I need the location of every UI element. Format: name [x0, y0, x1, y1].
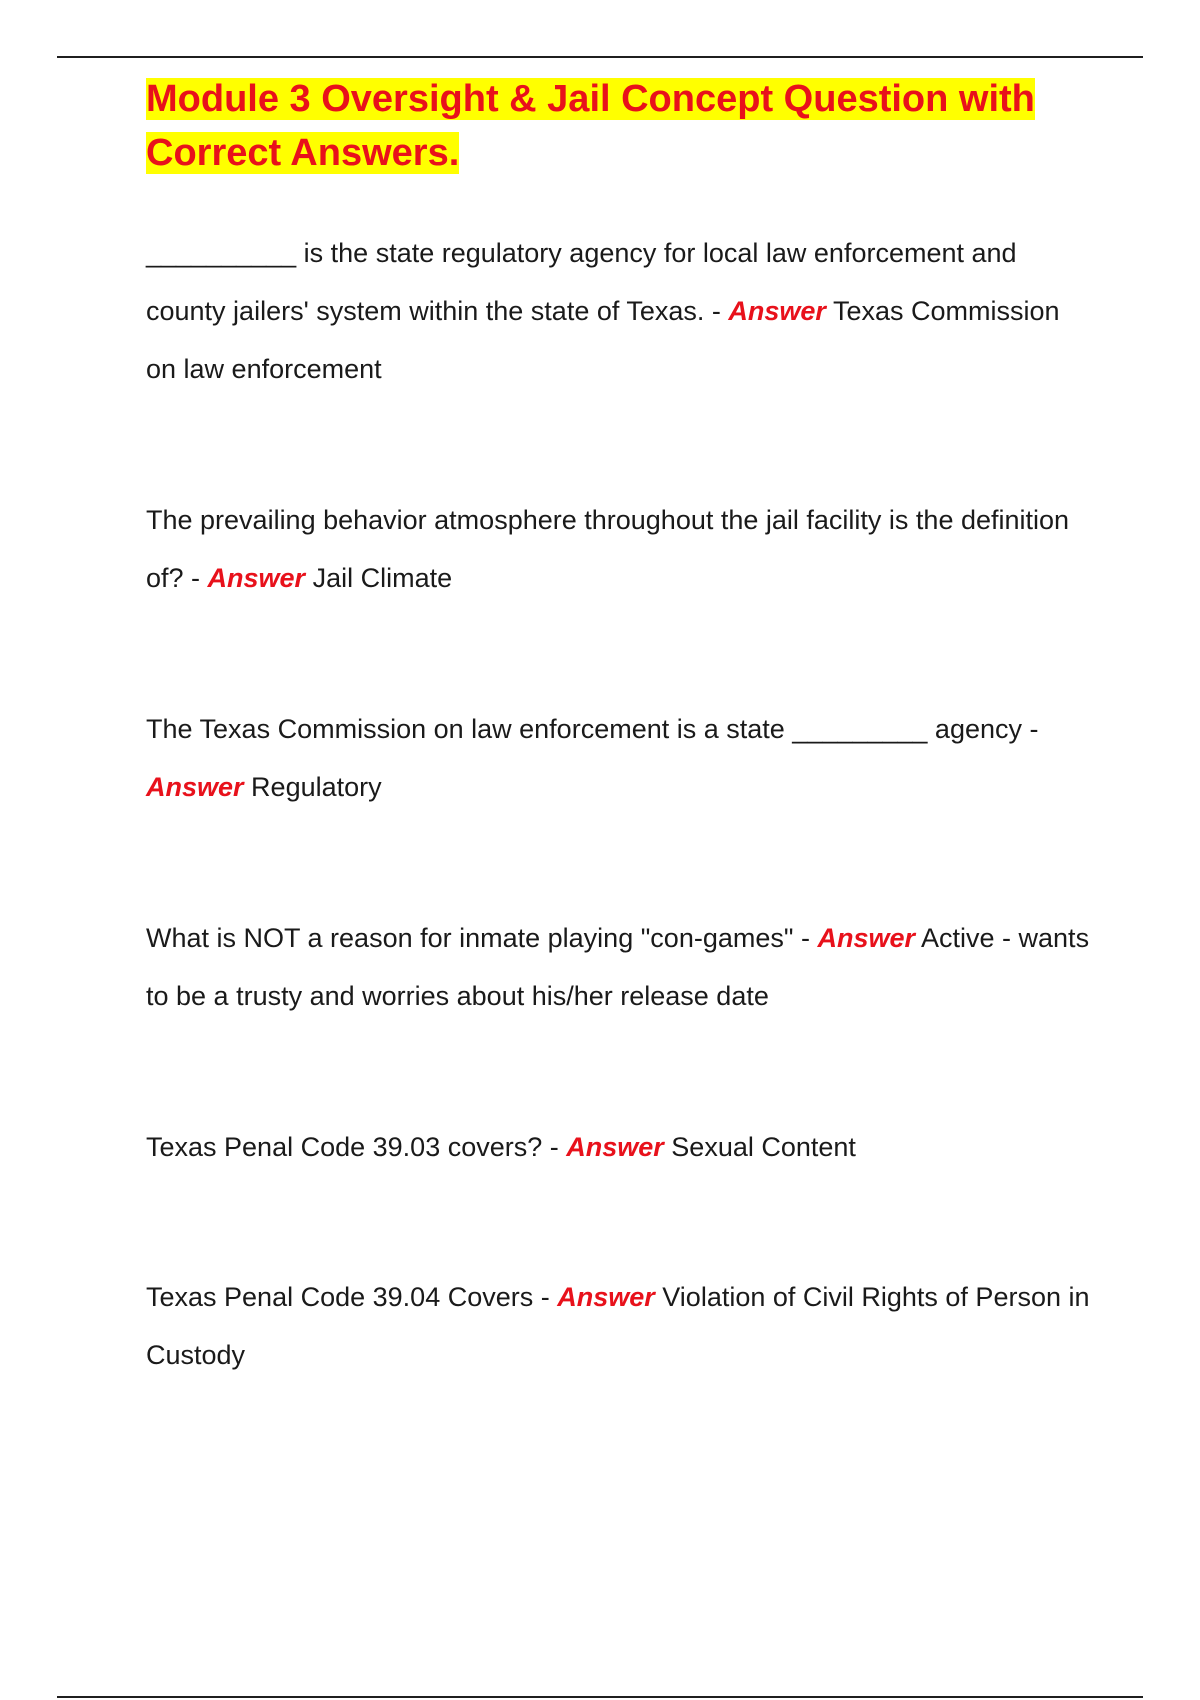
question-text: What is NOT a reason for inmate playing "con-games" - — [146, 923, 818, 953]
answer-text: Texas Commission on law enforcement — [146, 296, 1060, 384]
bottom-rule — [57, 1696, 1143, 1698]
qa-item-5 — [146, 1118, 1096, 1176]
question-text: The Texas Commission on law enforcement is a state _________ agency - — [146, 714, 1039, 744]
answer-label: Answer — [728, 296, 826, 326]
answer-text: Sexual Content — [663, 1132, 856, 1162]
qa-item-1 — [146, 224, 1096, 398]
qa-item-2 — [146, 491, 1096, 607]
top-rule — [57, 56, 1143, 58]
document-body — [146, 72, 1096, 1384]
answer-label: Answer — [566, 1132, 664, 1162]
qa-item-6 — [146, 1268, 1096, 1384]
answer-label: Answer — [817, 923, 915, 953]
qa-item-3 — [146, 700, 1096, 816]
answer-text: Active - wants to be a trusty and worries about his/her release date — [146, 923, 1090, 1011]
document-title-text: Module 3 Oversight & Jail Concept Question with Correct Answers. — [146, 78, 1035, 174]
answer-label: Answer — [207, 563, 306, 593]
answer-text: Regulatory — [243, 772, 382, 802]
question-text: The prevailing behavior atmosphere throughout the jail facility is the definition of? - — [146, 505, 1070, 593]
answer-text: Jail Climate — [305, 563, 453, 593]
question-text: __________ is the state regulatory agency for local law enforcement and county jailers' system within the state of Texas. - — [146, 238, 1017, 326]
question-text: Texas Penal Code 39.04 Covers - — [146, 1282, 558, 1312]
question-text: Texas Penal Code 39.03 covers? - — [146, 1132, 567, 1162]
answer-label: Answer — [146, 772, 244, 802]
answer-label: Answer — [557, 1282, 655, 1312]
qa-item-4 — [146, 909, 1096, 1025]
answer-text: Violation of Civil Rights of Person in Custody — [146, 1282, 1090, 1370]
document-title — [146, 72, 1066, 180]
